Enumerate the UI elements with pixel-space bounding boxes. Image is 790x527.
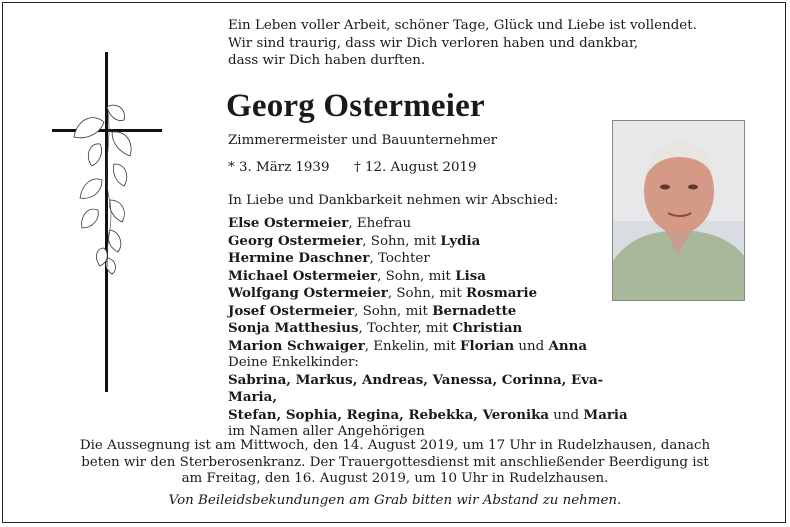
grandchildren-line: Stefan, Sophia, Regina, Rebekka, Veronika und Maria bbox=[228, 406, 628, 423]
mourner-row: Sonja Matthesius, Tochter, mit Christian bbox=[228, 320, 523, 336]
mourner-row: Hermine Daschner, Tochter bbox=[228, 250, 430, 266]
mourner-row: Marion Schwaiger, Enkelin, mit Florian und Anna bbox=[228, 337, 588, 354]
intro-text bbox=[228, 17, 768, 70]
cross-with-vine-icon bbox=[52, 52, 164, 394]
mourner-row: Josef Ostermeier, Sohn, mit Bernadette bbox=[228, 302, 517, 319]
deceased-name: Georg Ostermeier bbox=[226, 88, 485, 124]
farewell-text: In Liebe und Dankbarkeit nehmen wir Abschied: bbox=[228, 193, 559, 208]
service-line: Die Aussegnung ist am Mittwoch, den 14. August 2019, um 17 Uhr in Rudelzhausen, danach bbox=[79, 438, 711, 453]
relatives-line: im Namen aller Angehörigen bbox=[228, 424, 425, 439]
intro-line: Ein Leben voller Arbeit, schöner Tage, Glück und Liebe ist vollendet. bbox=[228, 18, 697, 33]
death-date: † 12. August 2019 bbox=[354, 160, 477, 175]
grandchildren-label: Deine Enkelkinder: bbox=[228, 355, 359, 370]
service-line: beten wir den Sterberosenkranz. Der Trauergottesdienst mit anschließender Beerdigung ist bbox=[81, 454, 709, 470]
grandchildren-line: Sabrina, Markus, Andreas, Vanessa, Corinna, Eva-Maria, bbox=[228, 371, 604, 405]
deceased-profession: Zimmerermeister und Bauunternehmer bbox=[228, 133, 498, 148]
service-info bbox=[40, 438, 750, 488]
intro-line: dass wir Dich haben durften. bbox=[228, 53, 426, 68]
birth-date: * 3. März 1939 bbox=[228, 160, 330, 175]
intro-line: Wir sind traurig, dass wir Dich verloren haben und dankbar, bbox=[228, 35, 639, 51]
mourner-row: Georg Ostermeier, Sohn, mit Lydia bbox=[228, 232, 481, 249]
portrait-photo bbox=[612, 120, 745, 301]
mourner-row: Wolfgang Ostermeier, Sohn, mit Rosmarie bbox=[228, 285, 538, 301]
condolence-note: Von Beileidsbekundungen am Grab bitten wir Abstand zu nehmen. bbox=[168, 493, 622, 508]
mourners-list bbox=[228, 215, 628, 441]
mourner-row: Michael Ostermeier, Sohn, mit Lisa bbox=[228, 267, 486, 284]
service-line: am Freitag, den 16. August 2019, um 10 Uhr in Rudelzhausen. bbox=[181, 471, 609, 486]
mourner-row: Else Ostermeier, Ehefrau bbox=[228, 215, 412, 231]
